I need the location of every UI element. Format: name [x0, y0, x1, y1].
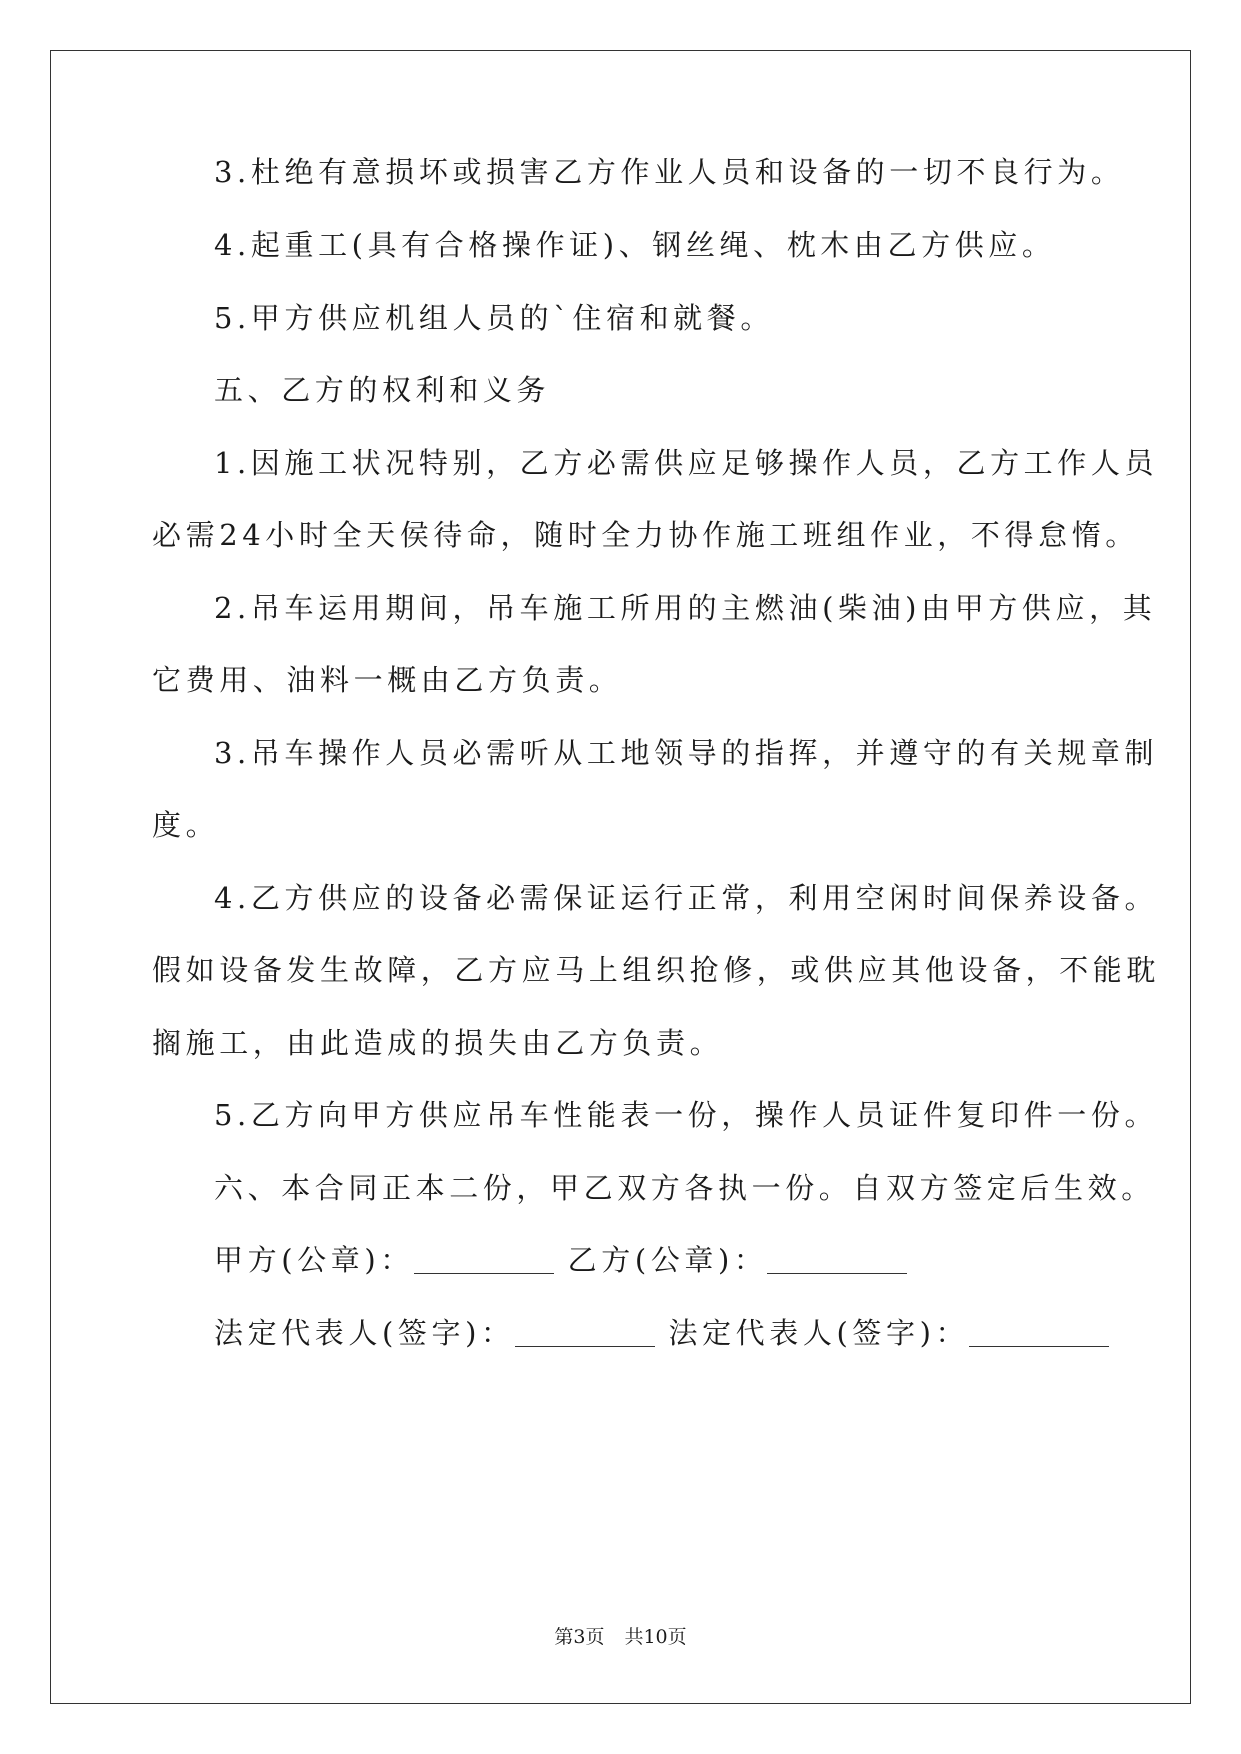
page-total: 共10页 — [624, 1626, 687, 1648]
paragraph-line: 4.乙方供应的设备必需保证运行正常，利用空闲时间保养设备。 — [214, 881, 1159, 915]
paragraph-line: 5.甲方供应机组人员的`住宿和就餐。 — [214, 301, 774, 335]
paragraph-line: 5.乙方向甲方供应吊车性能表一份，操作人员证件复印件一份。 — [214, 1098, 1159, 1132]
rep-a-label: 法定代表人(签字)： — [214, 1316, 515, 1350]
rep-b-blank — [969, 1320, 1109, 1347]
paragraph-line: 2.吊车运用期间，吊车施工所用的主燃油(柴油)由甲方供应，其 — [214, 591, 1157, 625]
paragraph-line: 必需24小时全天侯待命，随时全力协作施工班组作业，不得怠惰。 — [152, 518, 1139, 552]
paragraph-line: 它费用、油料一概由乙方负责。 — [152, 663, 623, 697]
paragraph-line: 4.起重工(具有合格操作证)、钢丝绳、枕木由乙方供应。 — [214, 228, 1056, 262]
page-footer — [0, 1622, 1241, 1649]
rep-b-label: 法定代表人(签字)： — [668, 1316, 970, 1350]
party-b-seal-label: 乙方(公章)： — [567, 1243, 768, 1277]
paragraph-line: 度。 — [152, 808, 220, 842]
signature-rep-row — [214, 1313, 1109, 1353]
party-a-seal-blank — [414, 1247, 554, 1274]
page-current: 第3页 — [554, 1626, 605, 1648]
party-a-seal-label: 甲方(公章)： — [214, 1243, 414, 1277]
rep-a-blank — [515, 1320, 655, 1347]
party-b-seal-blank — [767, 1247, 907, 1274]
paragraph-line: 3.吊车操作人员必需听从工地领导的指挥，并遵守的有关规章制 — [214, 736, 1159, 770]
section-heading: 五、乙方的权利和义务 — [214, 373, 551, 407]
paragraph-line: 假如设备发生故障，乙方应马上组织抢修，或供应其他设备，不能耽 — [152, 953, 1161, 987]
paragraph-line: 搁施工，由此造成的损失由乙方负责。 — [152, 1026, 724, 1060]
signature-seal-row — [214, 1240, 907, 1280]
paragraph-line: 3.杜绝有意损坏或损害乙方作业人员和设备的一切不良行为。 — [214, 155, 1125, 189]
section-heading: 六、本合同正本二份，甲乙双方各执一份。自双方签定后生效。 — [214, 1171, 1155, 1205]
paragraph-line: 1.因施工状况特别，乙方必需供应足够操作人员，乙方工作人员 — [214, 446, 1159, 480]
